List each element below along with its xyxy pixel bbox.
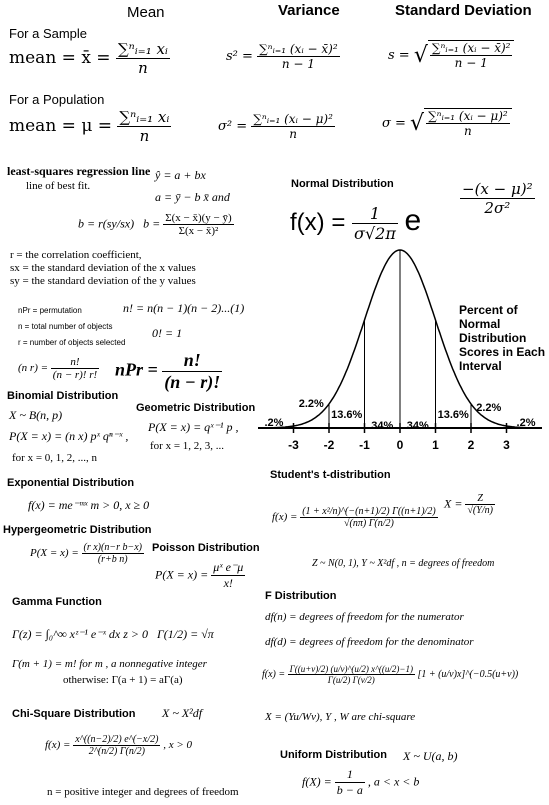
f-dist-formula: f(x) = $\frac{\Gamma((u+v)/2) (u/v)\^{}(u/2) x\^{}((u/2)-1)}{\Gamma(u/2) \Gamma(v/2)}$ [1 + (u/v)x]^(−0.5(u+v)) [262,664,519,685]
uniform-title: Uniform Distribution [280,749,387,761]
geometric-eq1: P(X = x) = qˣ⁻¹ p , [148,420,239,434]
regression-note-r: r = the correlation coefficient, [10,249,142,261]
students-t-X: X = $\frac{Z}{√(Y/n)}$ [444,493,493,516]
gamma-title: Gamma Function [12,596,102,608]
regression-note-sx: sx = the standard deviation of the x values [10,262,196,274]
regression-eq2: a = ȳ − b x̄ and [155,190,230,204]
population-variance-formula: σ² = $\frac{\text{∑ⁿᵢ₌₁ (xᵢ − μ)²}}{n}$ [218,112,333,141]
population-label: For a Population [9,92,105,107]
interval-percent-label: 34% [371,420,394,432]
permutation-r-label: r = number of objects selected [18,338,126,347]
uniform-formula: f(X) = $\frac{1}{b - a}$ , a < x < b [302,767,420,797]
f-dist-X: X = (Yu/Wv), Y , W are chi-square [265,711,416,723]
permutation-n-label: n = total number of objects [18,322,113,331]
header-mean: Mean [127,4,165,21]
normal-exponent: $\frac{\text{−(x − μ)²}}{\text{2σ²}}$ [462,180,533,217]
geometric-title: Geometric Distribution [136,402,256,414]
normal-formula: f(x) = $\frac{1}{\sigma√2\pi}$ e [290,204,422,244]
poisson-formula: P(X = x) = $\frac{\text{μˣ e⁻μ}}{x!}$ [155,560,244,590]
normal-title: Normal Distribution [291,178,394,190]
normal-chart-caption: Percent of Normal Distribution Scores in Each Interval [459,303,546,373]
binomial-eq3: for x = 0, 1, 2, ..., n [12,452,98,464]
binomial-eq1: X ~ B(n, p) [9,408,63,422]
interval-percent-label: 34% [406,420,429,432]
interval-percent-label: 13.6% [437,409,469,421]
interval-percent-label: .2% [516,417,536,429]
permutation-npr-label: nPr = permutation [18,306,82,315]
binomial-eq2: P(X = x) = (n x) pˣ qⁿ⁻ˣ , [9,429,129,443]
exponential-title: Exponential Distribution [7,477,135,489]
chi-square-dist: X ~ X²df [162,706,203,720]
x-tick-label: 2 [467,438,475,452]
exponential-eq1: f(x) = me⁻ᵐˣ m > 0, x ≥ 0 [28,498,150,512]
x-tick-label: -3 [288,438,299,452]
factorial-formula: n! = n(n − 1)(n − 2)...(1) [123,301,245,315]
f-dist-title: F Distribution [265,590,337,602]
regression-eq3: b = r(sy/sx) b = $\frac{\Sigma(x - x̄)(y - ȳ)}{\text{Σ(x − x̄)²}}$ [78,212,232,237]
header-std-dev: Standard Deviation [395,2,532,19]
interval-percent-label: 2.2% [476,402,502,414]
x-tick-label: -1 [359,438,370,452]
poisson-title: Poisson Distribution [152,542,260,554]
permutation-formula: nPr = $\frac{n!}{(n - r)!}$ [115,350,221,392]
regression-title: least-squares regression line [7,164,151,178]
students-t-note: Z ~ N(0, 1), Y ~ X²df , n = degrees of freedom [312,558,495,569]
regression-note-sy: sy = the standard deviation of the y values [10,275,196,287]
interval-percent-label: 13.6% [331,409,363,421]
f-dist-dfn: df(n) = degrees of freedom for the numerator [265,611,464,623]
interval-percent-label: .2% [264,417,284,429]
header-variance: Variance [278,2,340,19]
hypergeometric-formula: P(X = x) = $\frac{\text{(r x)(n−r b−x)}}{\text{(r+b n)}}$ [30,542,142,565]
chi-square-formula: f(x) = $\frac{x\^{}((n-2)/2) e\^{}(-x/2)}{2\^{}(n/2) \Gamma(n/2)}$ , x > 0 [45,734,193,757]
hypergeometric-title: Hypergeometric Distribution [3,524,152,536]
combination-formula: (n r) = $\frac{n!}{(n - r)! r!}$ [18,356,98,381]
sample-mean-formula: mean = x̄ = $\frac{\text{∑ⁿᵢ₌₁ xᵢ}}{n}$ [9,40,168,77]
sample-sd-formula: s = √ $\frac{\text{∑ⁿᵢ₌₁ (xᵢ − x̄)²}}{n - 1}$ [388,40,514,70]
uniform-dist: X ~ U(a, b) [403,749,458,763]
x-tick-label: 3 [503,438,510,452]
gamma-eq1: Γ(z) = ∫₀^∞ xᶻ⁻¹ e⁻ˣ dx z > 0 Γ(1/2) = √π [12,627,214,641]
population-sd-formula: σ = √ $\frac{\text{∑ⁿᵢ₌₁ (xᵢ − μ)²}}{n}$ [382,108,512,138]
sample-label: For a Sample [9,26,88,41]
population-mean-formula: mean = μ = $\frac{\text{∑ⁿᵢ₌₁ xᵢ}}{n}$ [9,108,170,145]
zero-factorial: 0! = 1 [152,326,183,340]
interval-percent-label: 2.2% [298,398,324,410]
sample-variance-formula: s² = $\frac{\text{∑ⁿᵢ₌₁ (xᵢ − x̄)²}}{n - 1}$ [226,42,338,71]
regression-subtitle: line of best fit. [26,180,91,192]
gamma-eq3: otherwise: Γ(a + 1) = aΓ(a) [63,674,183,686]
gamma-eq2: Γ(m + 1) = m! for m , a nonnegative integer [12,658,207,670]
x-tick-label: 1 [432,438,439,452]
students-t-title: Student's t-distribution [270,469,391,481]
chi-square-note: n = positive integer and degrees of freedom [47,786,239,798]
x-tick-label: -2 [323,438,335,452]
chi-square-title: Chi-Square Distribution [12,708,136,720]
regression-eq1: ŷ = a + bx [155,168,206,182]
x-tick-label: 0 [396,438,404,452]
geometric-eq2: for x = 1, 2, 3, ... [150,440,225,452]
binomial-title: Binomial Distribution [7,390,119,402]
f-dist-dfd: df(d) = degrees of freedom for the denominator [265,636,474,648]
students-t-formula: f(x) = $\frac{\text{(1 + x²/n)\textasciicircum{}(−(n+1)/2) Γ((n+1)/2)}}{√(n\pi) \Gamma(n/2)}$ [272,506,436,529]
normal-distribution-chart [258,245,542,460]
